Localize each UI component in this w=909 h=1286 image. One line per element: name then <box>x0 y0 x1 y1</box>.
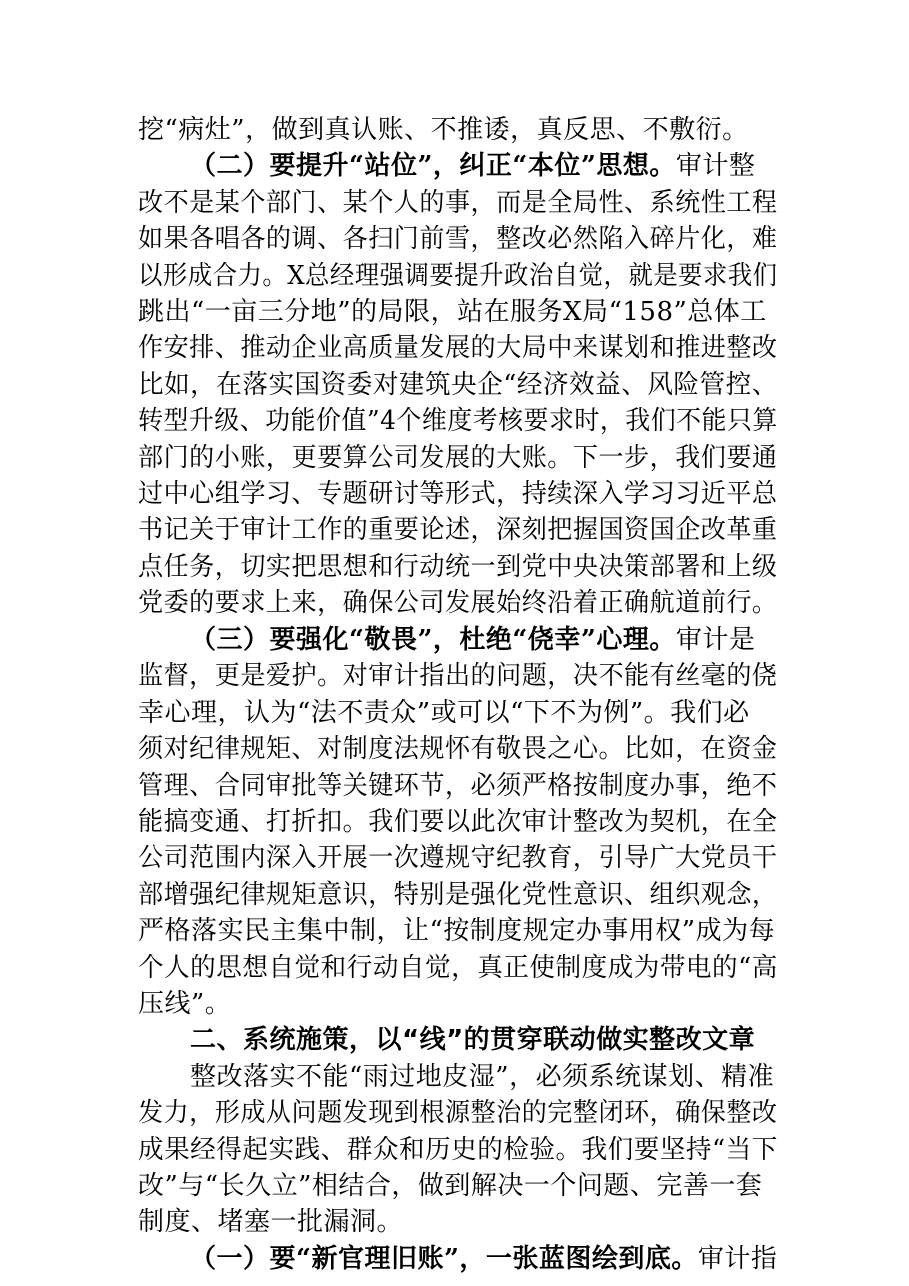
body-line <box>138 877 778 913</box>
line-text: 严格落实民主集中制，让“按制度规定办事用权”成为每 <box>138 916 776 946</box>
body-line <box>138 549 778 585</box>
subsection-lead: （二）要提升“站位”，纠正“本位”思想。 <box>190 151 676 181</box>
body-line <box>138 840 778 876</box>
body-line <box>138 768 778 804</box>
line-text: 跳出“一亩三分地”的局限，站在服务X局“158”总体工 <box>138 297 767 327</box>
line-text: 制度、堵塞一批漏洞。 <box>138 1207 404 1237</box>
line-text: 审计是 <box>675 625 756 655</box>
body-line <box>138 913 778 949</box>
line-text: 发力，形成从问题发现到根源整治的完整闭环，确保整改 <box>138 1098 778 1128</box>
body-line <box>138 1132 778 1168</box>
line-text: 以形成合力。X总经理强调要提升政治自觉，就是要求我们 <box>138 261 778 291</box>
line-text: 成果经得起实践、群众和历史的检验。我们要坚持“当下 <box>138 1135 778 1165</box>
body-line <box>138 695 778 731</box>
section-heading-text: 二、系统施策，以“线”的贯穿联动做实整改文章 <box>190 1025 756 1055</box>
subsection-lead: （三）要强化“敬畏”，杜绝“侥幸”心理。 <box>190 625 676 655</box>
body-line <box>138 658 778 694</box>
subsection-lead: （一）要“新官理旧账”，一张蓝图绘到底。 <box>190 1244 698 1274</box>
body-line <box>138 731 778 767</box>
body-line <box>138 185 778 221</box>
body-line <box>138 440 778 476</box>
body-line <box>138 403 778 439</box>
line-text: 书记关于审计工作的重要论述，深刻把握国资国企改革重 <box>138 515 778 545</box>
body-line <box>138 950 778 986</box>
body-line <box>138 112 778 148</box>
body-line <box>138 585 778 621</box>
line-text: 如果各唱各的调、各扫门前雪，整改必然陷入碎片化，难 <box>138 224 778 254</box>
line-text: 整改落实不能“雨过地皮湿”，必须系统谋划、精准 <box>190 1062 775 1092</box>
body-line <box>138 221 778 257</box>
body-line <box>138 804 778 840</box>
section-heading <box>190 1022 830 1058</box>
body-line <box>138 294 778 330</box>
body-line <box>190 1059 778 1095</box>
line-text: 改”与“长久立”相结合，做到解决一个问题、完善一套 <box>138 1171 763 1201</box>
line-text: 挖“病灶”，做到真认账、不推诿，真反思、不敷衍。 <box>138 115 749 145</box>
line-text: 压线”。 <box>138 989 232 1019</box>
line-text: 公司范围内深入开展一次遵规守纪教育，引导广大党员干 <box>138 843 778 873</box>
line-text: 点任务，切实把思想和行动统一到党中央决策部署和上级 <box>138 552 778 582</box>
body-line <box>138 330 778 366</box>
line-text: 监督，更是爱护。对审计指出的问题，决不能有丝毫的侥 <box>138 661 778 691</box>
line-text: 能搞变通、打折扣。我们要以此次审计整改为契机，在全 <box>138 807 778 837</box>
line-text: 作安排、推动企业高质量发展的大局中来谋划和推进整改 <box>138 333 778 363</box>
line-text: 党委的要求上来，确保公司发展始终沿着正确航道前行。 <box>138 588 778 618</box>
body-line <box>138 367 778 403</box>
line-text: 比如，在落实国资委对建筑央企“经济效益、风险管控、 <box>138 370 778 400</box>
line-text: 转型升级、功能价值”4个维度考核要求时，我们不能只算 <box>138 406 778 436</box>
line-text: 审计整 <box>675 151 756 181</box>
body-line <box>138 512 778 548</box>
line-text: 须对纪律规矩、对制度法规怀有敬畏之心。比如，在资金 <box>138 734 778 764</box>
body-line <box>138 1204 778 1240</box>
line-text: 幸心理，认为“法不责众”或可以“下不为例”。我们必 <box>138 698 750 728</box>
line-text: 审计指 <box>697 1244 778 1274</box>
line-text: 部增强纪律规矩意识，特别是强化党性意识、组织观念， <box>138 880 778 910</box>
subsection-heading-line <box>190 148 778 184</box>
body-line <box>138 1168 778 1204</box>
line-text: 改不是某个部门、某个人的事，而是全局性、系统性工程 <box>138 188 778 218</box>
subsection-heading-line <box>190 1241 778 1277</box>
line-text: 部门的小账，更要算公司发展的大账。下一步，我们要通 <box>138 443 778 473</box>
line-text: 管理、合同审批等关键环节，必须严格按制度办事，绝不 <box>138 771 778 801</box>
body-line <box>138 1095 778 1131</box>
line-text: 个人的思想自觉和行动自觉，真正使制度成为带电的“高 <box>138 953 778 983</box>
body-line <box>138 258 778 294</box>
line-text: 过中心组学习、专题研讨等形式，持续深入学习习近平总 <box>138 479 778 509</box>
body-line <box>138 476 778 512</box>
subsection-heading-line <box>190 622 778 658</box>
body-line <box>138 986 778 1022</box>
